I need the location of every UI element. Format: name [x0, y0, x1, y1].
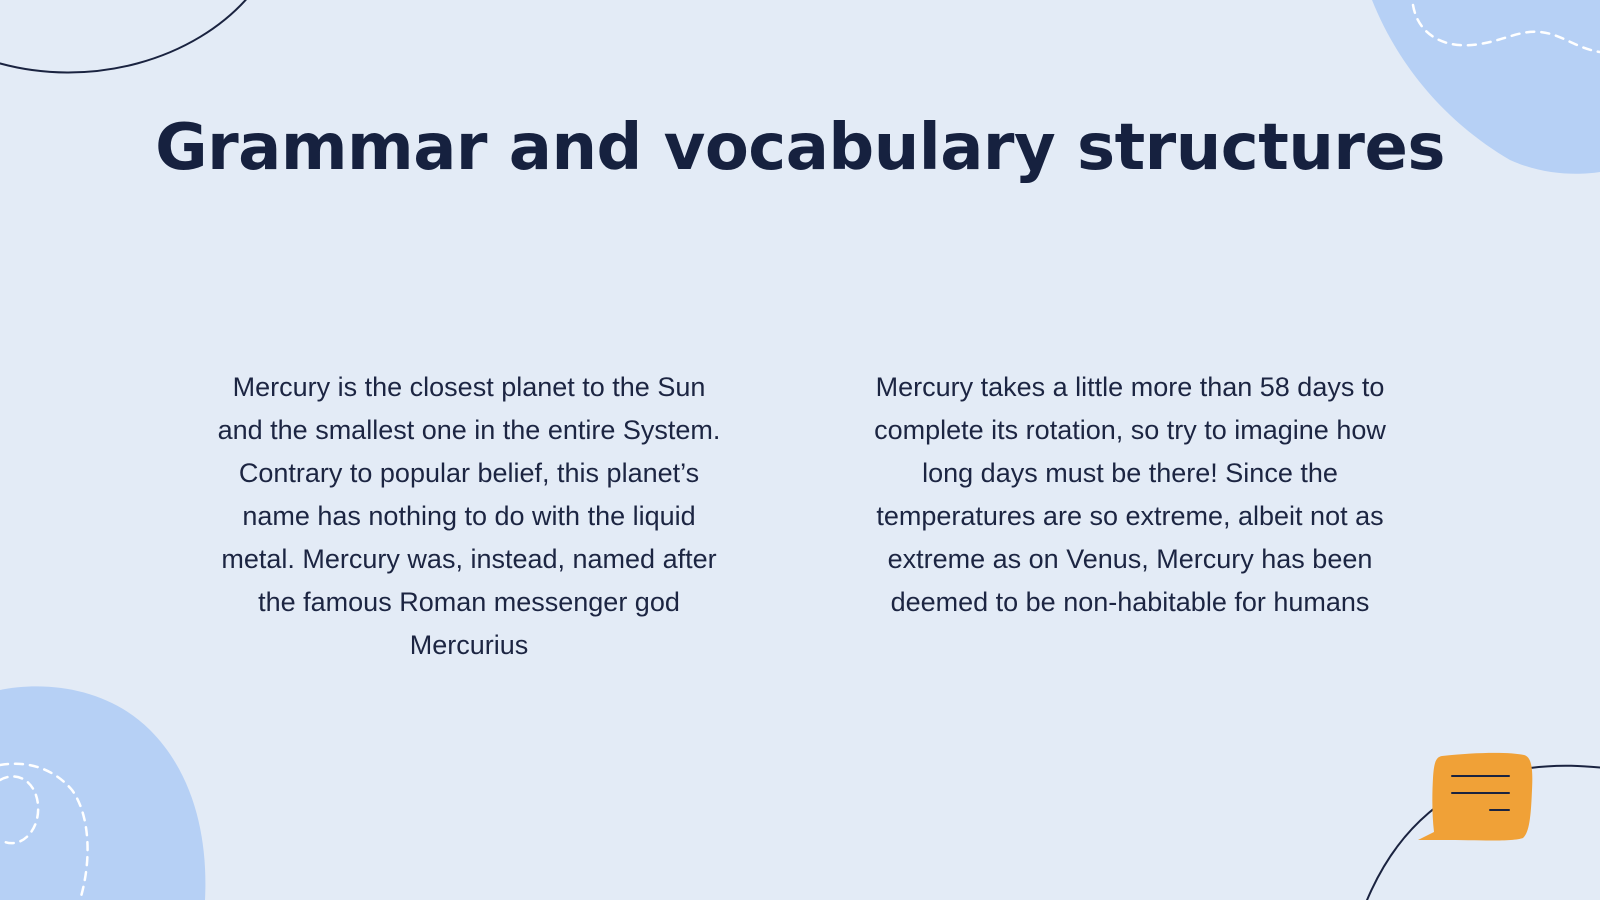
left-column-text: Mercury is the closest planet to the Sun and the smallest one in the entire System. Contrary to popular belief, this planet’s name has nothing to do with the liquid metal. Mercury was, instead, named after the famous Roman messenger god Mercurius: [217, 372, 721, 660]
speech-bubble-icon: [1418, 753, 1532, 841]
slide-title: Grammar and vocabulary structures: [155, 111, 1445, 185]
top-left-arc: [0, 0, 250, 72]
bottom-left-blob: [0, 686, 205, 900]
right-column-text: Mercury takes a little more than 58 days to complete its rotation, so try to imagine how long days must be there! Since the temperatures are so extreme, albeit not as extreme as on Venus, Mercury has been deemed to be non-habitable for humans: [874, 372, 1386, 617]
